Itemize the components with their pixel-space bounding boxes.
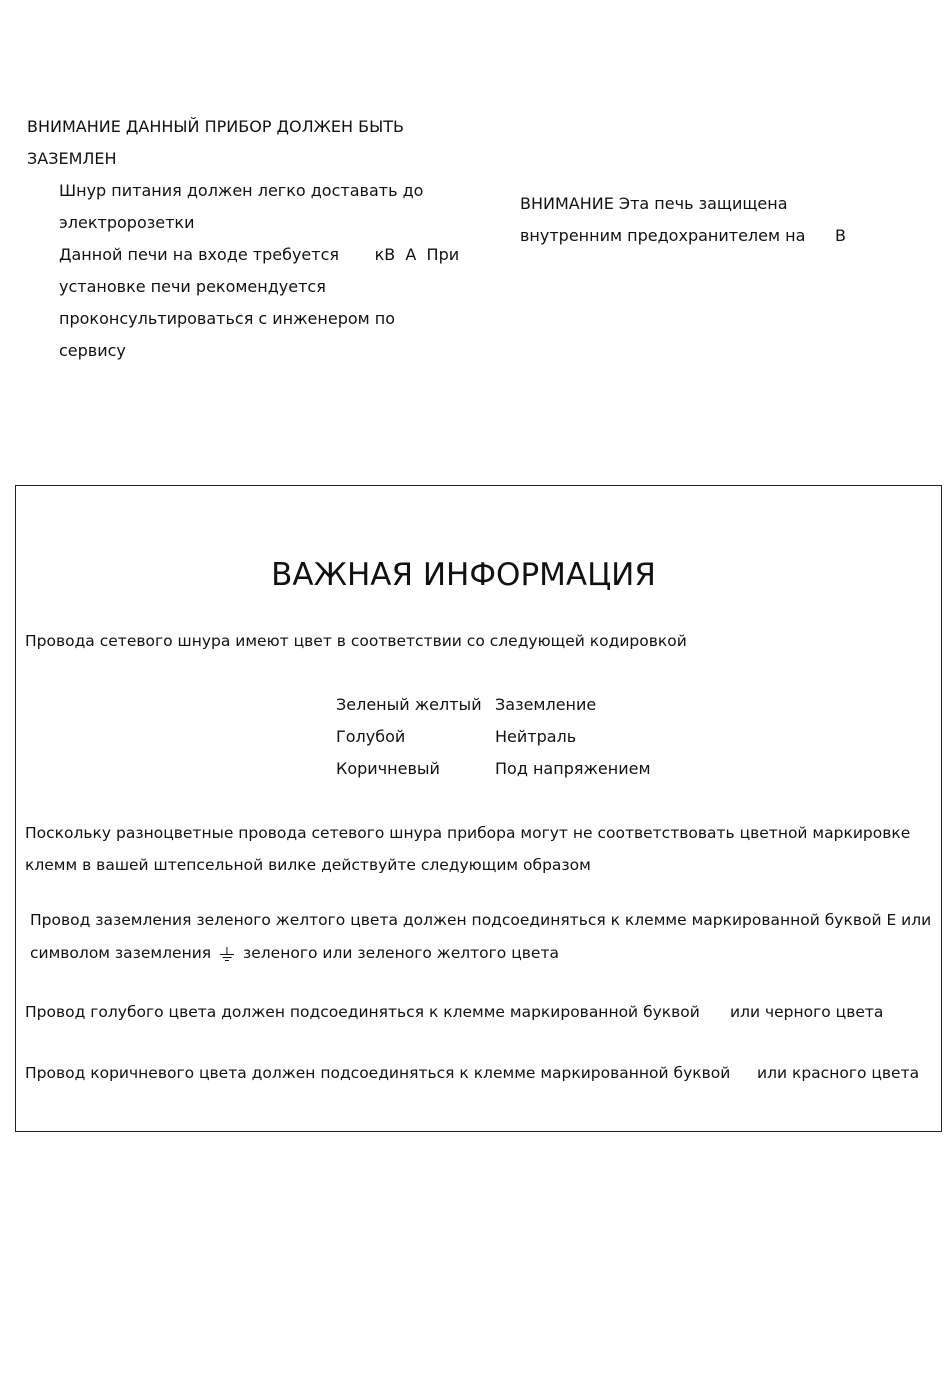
power-requirement-line: Данной печи на входе требуется кВ А При xyxy=(59,245,460,264)
fuse-warning-line-2: внутренним предохранителем на xyxy=(520,226,806,245)
earth-ground-icon xyxy=(219,947,235,961)
fuse-warning-line-1: ВНИМАНИЕ Эта печь защищена xyxy=(520,194,788,213)
neutral-wire-line-a: Провод голубого цвета должен подсоединяться к клемме маркированной буквой xyxy=(25,1003,700,1021)
color-code-intro: Провода сетевого шнура имеют цвет в соответствии со следующей кодировкой xyxy=(25,632,687,650)
ground-wire-line-2 xyxy=(30,937,559,969)
live-wire-line-b: или красного цвета xyxy=(757,1064,920,1082)
install-note-line-2: проконсультироваться с инженером по xyxy=(59,309,396,328)
mismatch-paragraph-line-2: клемм в вашей штепсельной вилке действуйте следующим образом xyxy=(25,856,591,874)
color-code-meaning-1: Заземление xyxy=(495,695,597,714)
fuse-unit: В xyxy=(835,226,846,245)
warning-heading-line-1: ВНИМАНИЕ ДАННЫЙ ПРИБОР ДОЛЖЕН БЫТЬ xyxy=(27,117,404,136)
cord-note-line-2: электророзетки xyxy=(59,213,195,232)
install-note-line-3: сервису xyxy=(59,341,126,360)
color-code-meaning-3: Под напряжением xyxy=(495,759,651,778)
important-info-title: ВАЖНАЯ ИНФОРМАЦИЯ xyxy=(271,557,656,593)
color-code-color-1: Зеленый желтый xyxy=(336,695,482,714)
mismatch-paragraph-line-1: Поскольку разноцветные провода сетевого шнура прибора могут не соответствовать цветной маркировке xyxy=(25,824,911,842)
color-code-color-3: Коричневый xyxy=(336,759,440,778)
ground-wire-line-2-after: зеленого или зеленого желтого цвета xyxy=(242,944,559,962)
live-wire-line-a: Провод коричневого цвета должен подсоединяться к клемме маркированной буквой xyxy=(25,1064,731,1082)
neutral-wire-line-b: или черного цвета xyxy=(730,1003,884,1021)
color-code-color-2: Голубой xyxy=(336,727,406,746)
cord-note-line-1: Шнур питания должен легко доставать до xyxy=(59,181,424,200)
warning-heading-line-2: ЗАЗЕМЛЕН xyxy=(27,149,117,168)
ground-wire-line-2-before: символом заземления xyxy=(30,944,212,962)
color-code-meaning-2: Нейтраль xyxy=(495,727,577,746)
ground-wire-line-1: Провод заземления зеленого желтого цвета должен подсоединяться к клемме маркированной буквой E или xyxy=(30,911,932,929)
install-note-line-1: установке печи рекомендуется xyxy=(59,277,326,296)
